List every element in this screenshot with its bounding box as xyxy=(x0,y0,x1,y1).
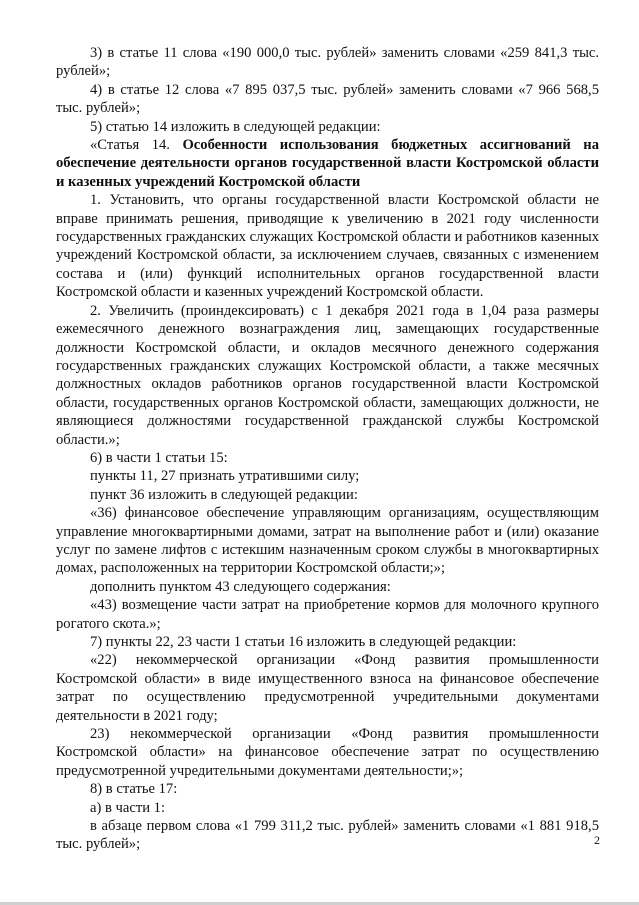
point-22-text: «22) некоммерческой организации «Фонд развития промышленности Костромской области» в виде имущественного взноса на финансовое обеспечение затрат по осуществлению предусмотренной учредительными документами деятельности в 2021 году; xyxy=(56,652,599,724)
article-14-title: Особенности использования бюджетных ассигнований на обеспечение деятельности органов государственной власти Костромской области и казенных учреждений Костромской области xyxy=(56,137,599,190)
paragraph-item-3: 3) в статье 11 слова «190 000,0 тыс. рублей» заменить словами «259 841,3 тыс. рублей»; xyxy=(56,45,599,80)
article-14-part-1: 1. Установить, что органы государственной власти Костромской области не вправе принимать решения, приводящие к увеличению в 2021 году численности государственных гражданских служащих Костромской области и работников казенных учреждений Костромской области, за исключением случаев, связанных с изменением состава и (или) функций исполнительных органов государственной власти Костромской области и казенных учреждений Костромской области. xyxy=(56,192,599,301)
paragraph-item-5: 5) статью 14 изложить в следующей редакции: xyxy=(90,118,381,135)
point-23-text: 23) некоммерческой организации «Фонд развития промышленности Костромской области» на финансовое обеспечение затрат по осуществлению предусмотренной учредительными документами деятельности;»; xyxy=(56,726,599,779)
article-14-prefix: «Статья 14. xyxy=(90,137,183,154)
document-page xyxy=(56,44,599,854)
page-number: 2 xyxy=(594,833,600,847)
paragraph-item-4: 4) в статье 12 слова «7 895 037,5 тыс. рублей» заменить словами «7 966 568,5 тыс. рублей»; xyxy=(56,81,599,117)
subitem-a: а) в части 1: xyxy=(90,799,166,816)
point-36-text: «36) финансовое обеспечение управляющим организациям, осуществляющим управление многоквартирными домами, затрат на выполнение работ и (или) оказание услуг по замене лифтов с истекшим назначенным сроком службы в многоквартирных домах, расположенных на территории Костромской области;»; xyxy=(56,505,599,577)
point-43-text: «43) возмещение части затрат на приобретение кормов для молочного крупного рогатого скота.»; xyxy=(56,597,599,632)
subitem-point-36-intro: пункт 36 изложить в следующей редакции: xyxy=(90,486,358,503)
paragraph-item-8: 8) в статье 17: xyxy=(90,781,178,798)
article-14-heading xyxy=(56,136,599,191)
article-14-part-2: 2. Увеличить (проиндексировать) с 1 декабря 2021 года в 1,04 раза размеры ежемесячного денежного вознаграждения лиц, замещающих государственные должности Костромской области, и окладов месячного денежного содержания государственных гражданских служащих Костромской области, а также месячных должностных окладов работников органов государственной власти Костромской области, государственных органов Костромской области, замещающих должности, не являющиеся должностями государственной гражданской службы Костромской области.»; xyxy=(56,302,599,448)
subitem-first-paragraph: в абзаце первом слова «1 799 311,2 тыс. рублей» заменить словами «1 881 918,5 тыс. рублей»; xyxy=(56,818,599,853)
paragraph-item-7: 7) пункты 22, 23 части 1 статьи 16 изложить в следующей редакции: xyxy=(90,634,517,650)
subitem-point-43-intro: дополнить пунктом 43 следующего содержания: xyxy=(90,578,391,595)
subitem-repeal: пункты 11, 27 признать утратившими силу; xyxy=(90,468,360,485)
paragraph-item-6: 6) в части 1 статьи 15: xyxy=(90,449,228,466)
